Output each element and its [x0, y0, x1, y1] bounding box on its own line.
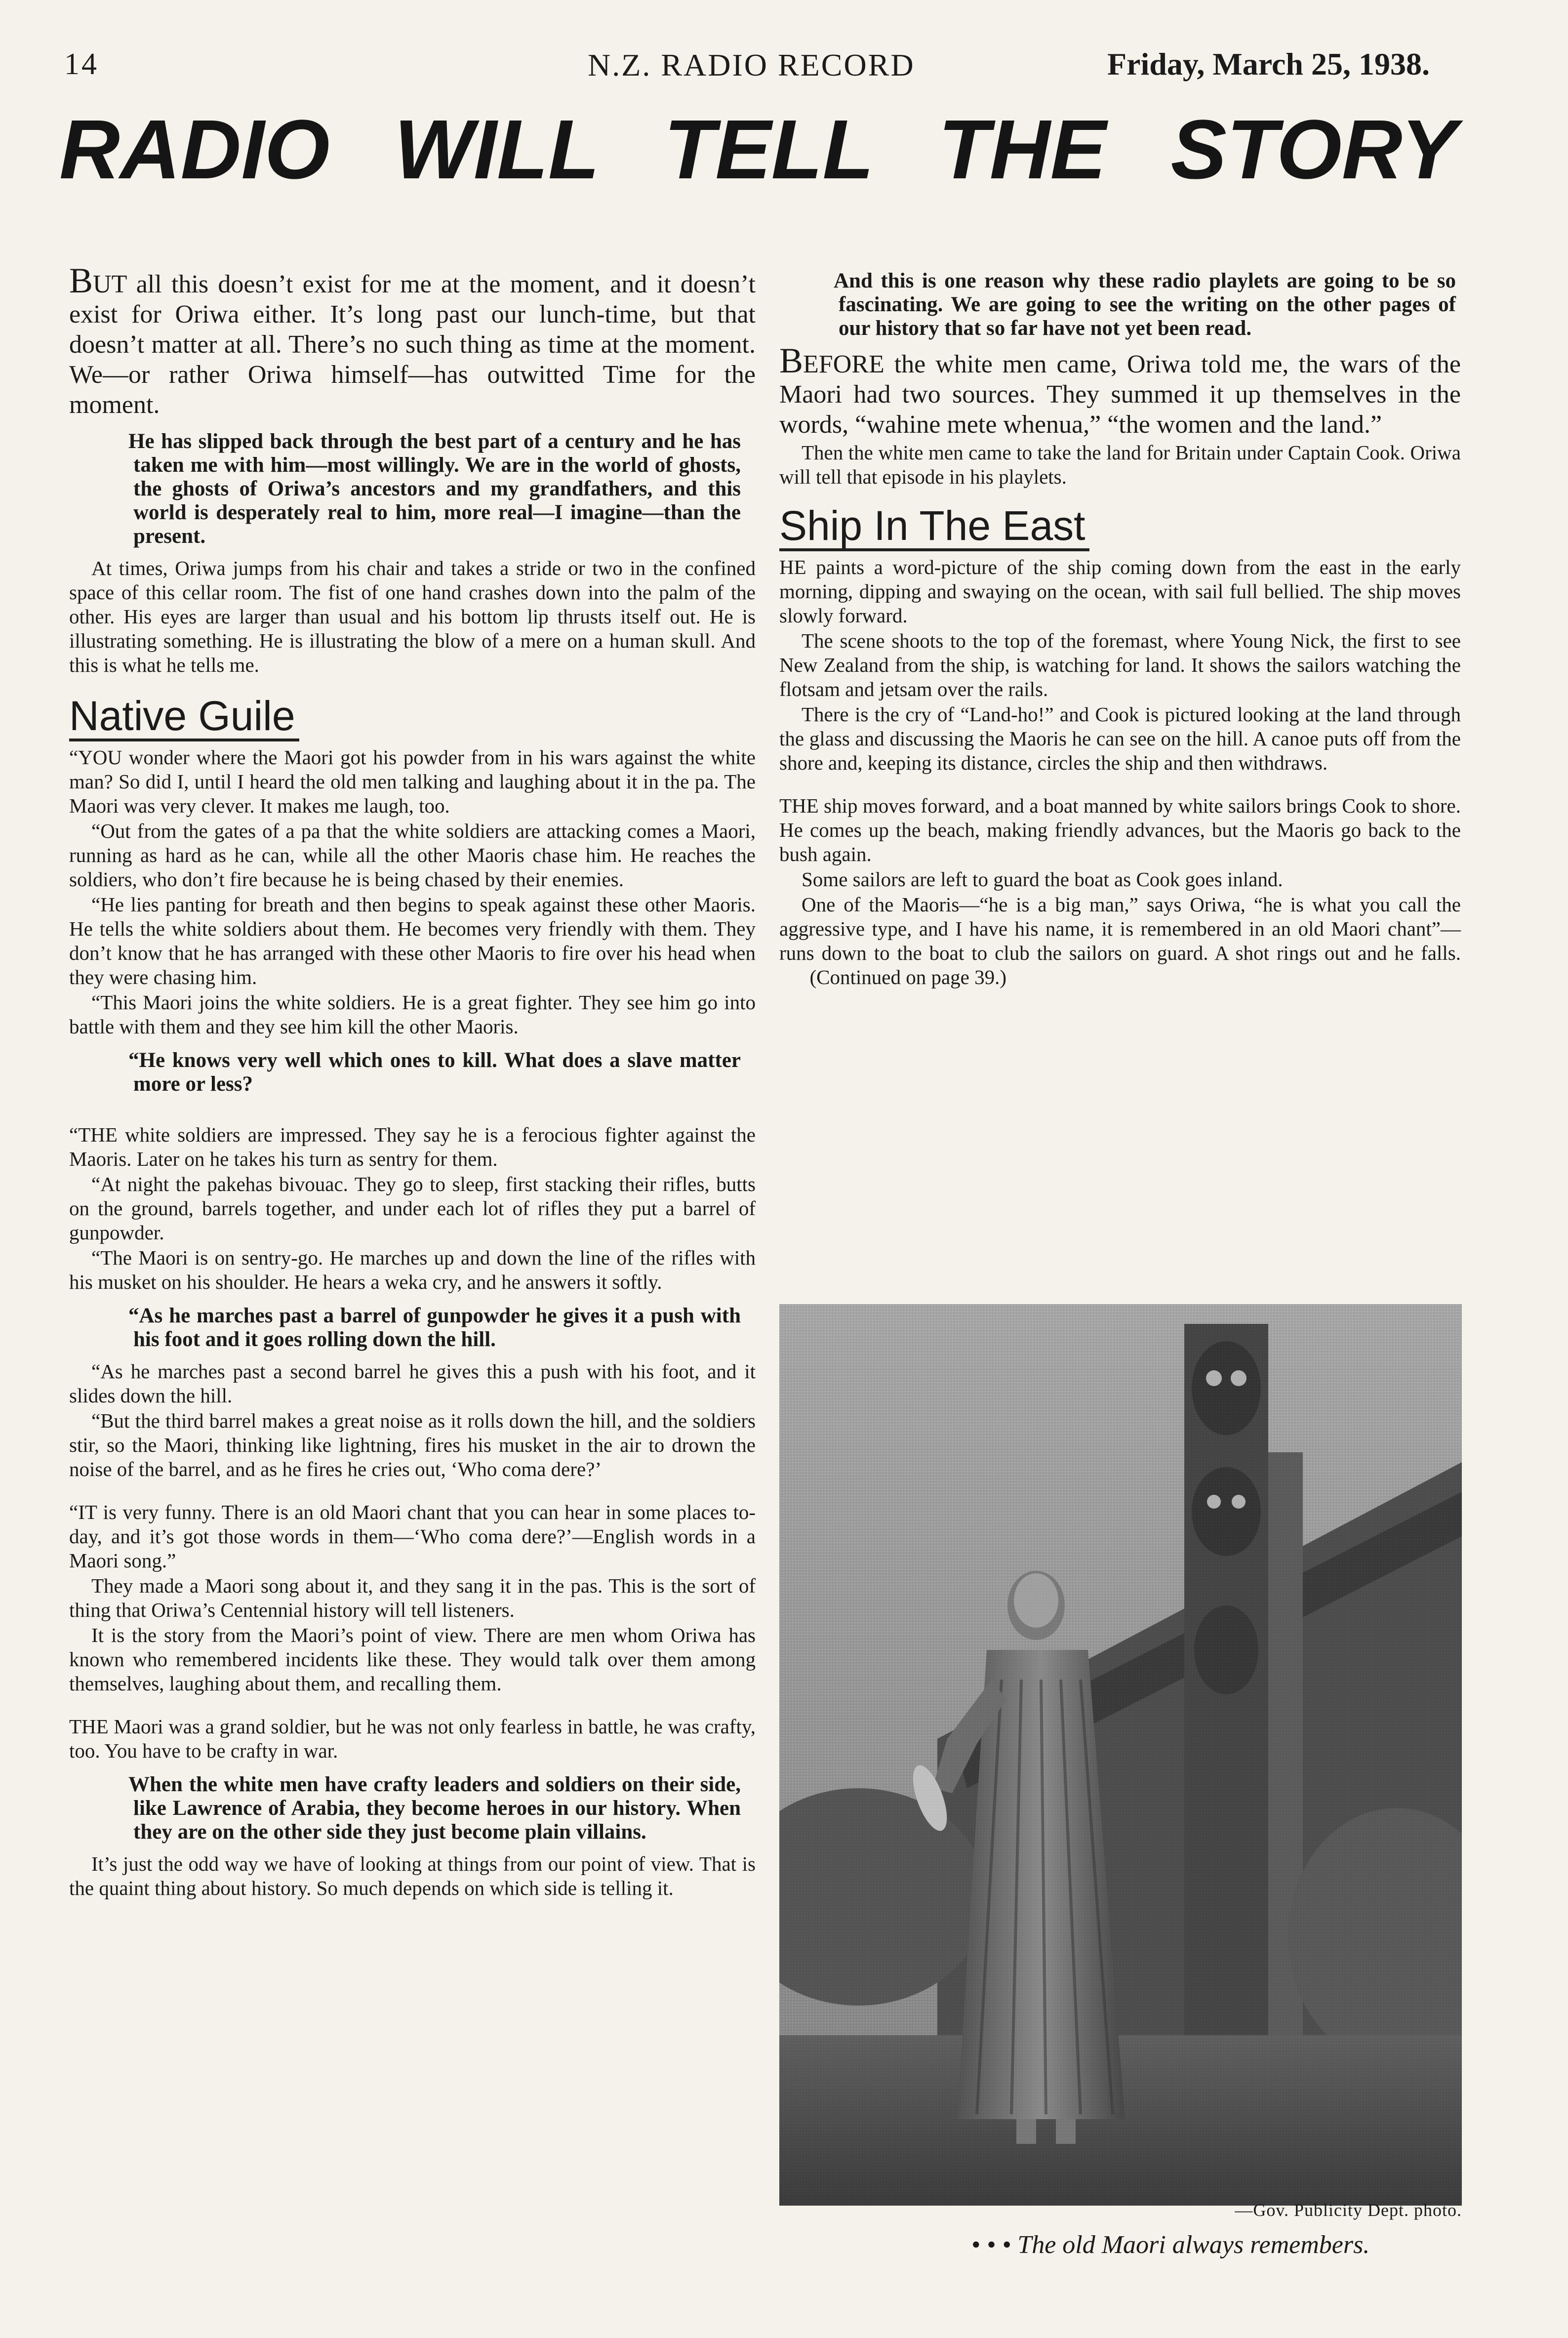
- body-paragraph: “But the third barrel makes a great noise as it rolls down the hill, and the soldiers stir, so the Maori, thinking like lightning, fires his musket in the air to drown the noise of the barrel, and as he fires he cries out, ‘Who coma dere?’: [69, 1409, 756, 1480]
- maori-elder-photo: [779, 1304, 1462, 2206]
- photo-illustration: [779, 1304, 1462, 2206]
- body-paragraph: “YOU wonder where the Maori got his powder from in his wars against the white man? So did I, until I heard the old men talking and laughing about it in the pa. The Maori was very clever. It makes me laugh, too.: [69, 746, 756, 817]
- intro-text: UT all this doesn’t exist for me at the moment, and it doesn’t exist for Oriwa either. It’s long past our lunch-time, but that doesn’t matter at all. There’s no such thing as time at the moment. We—or rather Oriwa himself—has outwitted Time for the moment.: [69, 270, 756, 419]
- body-paragraph: “As he marches past a second barrel he gives this a push with his foot, and it slides down the hill.: [69, 1360, 756, 1407]
- body-paragraph: There is the cry of “Land-ho!” and Cook is pictured looking at the land through the glass and discussing the Maoris he can see on the hill. A canoe puts off from the shore and, keeping its distance, circles the ship and then withdraws.: [779, 703, 1461, 774]
- headline-word: WILL: [394, 103, 600, 197]
- body-paragraph: At times, Oriwa jumps from his chair and takes a stride or two in the confined space of this cellar room. The fist of one hand crashes down into the palm of the other. His eyes are larger than usual and his bottom lip thrusts itself out. He is illustrating something. He is illustrating the blow of a mere on a human skull. And this is what he tells me.: [69, 557, 756, 676]
- subhead-native-guile: Native Guile: [69, 693, 299, 741]
- body-paragraph: They made a Maori song about it, and they sang it in the pas. This is the sort of thing that Oriwa’s Centennial history will tell listeners.: [69, 1574, 756, 1621]
- body-paragraph: “THE white soldiers are impressed. They say he is a ferocious fighter against the Maoris. Later on he takes his turn as sentry for them.: [69, 1123, 756, 1170]
- body-paragraph: Some sailors are left to guard the boat as Cook goes inland.: [802, 868, 1283, 891]
- running-head: [64, 42, 1430, 82]
- headline-word: TELL: [664, 103, 874, 197]
- body-paragraph: It is the story from the Maori’s point of view. There are men whom Oriwa has known who remembered incidents like these. They would talk over them among themselves, laughing about them, and recalling them.: [69, 1624, 756, 1695]
- pull-quote: And this is one reason why these radio playlets are going to be so fascinating. We are going to see the writing on the other pages of our history that so far have not yet been read.: [834, 269, 1456, 340]
- pull-quote: “He knows very well which ones to kill. What does a slave matter more or less?: [128, 1049, 741, 1096]
- body-text: One of the Maoris—“he is a big man,” says Oriwa, “he is what you call the aggressive type, and I have his name, it is remembered in an old Maori chant”—runs down to the boat to club the sailors on guard. A shot rings out and he falls.: [779, 893, 1461, 964]
- continued-note: (Continued on page 39.): [809, 966, 1007, 988]
- photo-credit: —Gov. Publicity Dept. photo.: [1235, 2200, 1462, 2220]
- intro-paragraph: [779, 341, 1461, 440]
- intro-text: EFORE the white men came, Oriwa told me, the wars of the Maori had two sources. They summed it up themselves in the words, “wahine mete whenua,” “the women and the land.”: [779, 350, 1461, 439]
- body-paragraph: “IT is very funny. There is an old Maori chant that you can hear in some places to-day, and it’s got those words in them—‘Who coma dere?’—English words in a Maori song.”: [69, 1501, 756, 1572]
- body-paragraph: “At night the pakehas bivouac. They go to sleep, first stacking their rifles, butts on the ground, barrels together, and under each lot of rifles they put a barrel of gunpowder.: [69, 1173, 756, 1244]
- intro-paragraph: [69, 261, 756, 420]
- headline-word: RADIO: [59, 103, 330, 197]
- headline: [59, 101, 1457, 198]
- body-paragraph: [779, 893, 1461, 989]
- page-number: 14: [64, 47, 99, 81]
- body-paragraph: THE Maori was a grand soldier, but he was not only fearless in battle, he was crafty, too. You have to be crafty in war.: [69, 1715, 756, 1762]
- publication-title: N.Z. RADIO RECORD: [588, 47, 915, 82]
- photo-caption: • • • The old Maori always remembers.: [971, 2231, 1370, 2259]
- body-paragraph: “Out from the gates of a pa that the white soldiers are attacking comes a Maori, running as hard as he can, while all the other Maoris chase him. He reaches the soldiers, who don’t fire because he is being chased by their enemies.: [69, 820, 756, 891]
- issue-date: Friday, March 25, 1938.: [1107, 46, 1430, 82]
- body-paragraph: “The Maori is on sentry-go. He marches up and down the line of the rifles with his musket on his shoulder. He hears a weka cry, and he answers it softly.: [69, 1246, 756, 1293]
- body-paragraph: Then the white men came to take the land for Britain under Captain Cook. Oriwa will tell that episode in his playlets.: [779, 441, 1461, 488]
- body-paragraph: THE ship moves forward, and a boat manned by white sailors brings Cook to shore. He comes up the beach, making friendly advances, but the Maoris go back to the bush again.: [779, 794, 1461, 865]
- headline-word: STORY: [1170, 103, 1457, 197]
- right-column: [779, 269, 1461, 990]
- pull-quote: He has slipped back through the best part of a century and he has taken me with him—most willingly. We are in the world of ghosts, the ghosts of Oriwa’s ancestors and my grandfathers, and this world is desperately real to him, more real—I imagine—than the present.: [128, 430, 741, 548]
- drop-cap: B: [69, 261, 93, 300]
- pull-quote: “As he marches past a barrel of gunpowder he gives it a push with his foot and it goes rolling down the hill.: [128, 1304, 741, 1351]
- headline-word: THE: [938, 103, 1106, 197]
- subhead-ship-in-the-east: Ship In The East: [779, 503, 1089, 551]
- left-column: [69, 261, 756, 1901]
- body-paragraph: “This Maori joins the white soldiers. He is a great fighter. They see him go into battle with them and they see him kill the other Maoris.: [69, 991, 756, 1038]
- body-paragraph: “He lies panting for breath and then begins to speak against these other Maoris. He tells the white soldiers about them. He becomes very friendly with them. They don’t know that he has arranged with these other Maoris to fire over his head when they were chasing him.: [69, 893, 756, 988]
- drop-cap: B: [779, 341, 804, 380]
- pull-quote: When the white men have crafty leaders and soldiers on their side, like Lawrence of Arabia, they become heroes in our history. When they are on the other side they just become plain villains.: [128, 1773, 741, 1844]
- body-paragraph: HE paints a word-picture of the ship coming down from the east in the early morning, dipping and swaying on the ocean, with sail full bellied. The ship moves slowly forward.: [779, 556, 1461, 627]
- body-paragraph: The scene shoots to the top of the foremast, where Young Nick, the first to see New Zealand from the ship, is watching for land. It shows the sailors watching the flotsam and jetsam over the rails.: [779, 629, 1461, 700]
- body-paragraph: It’s just the odd way we have of looking at things from our point of view. That is the quaint thing about history. So much depends on which side is telling it.: [69, 1852, 756, 1899]
